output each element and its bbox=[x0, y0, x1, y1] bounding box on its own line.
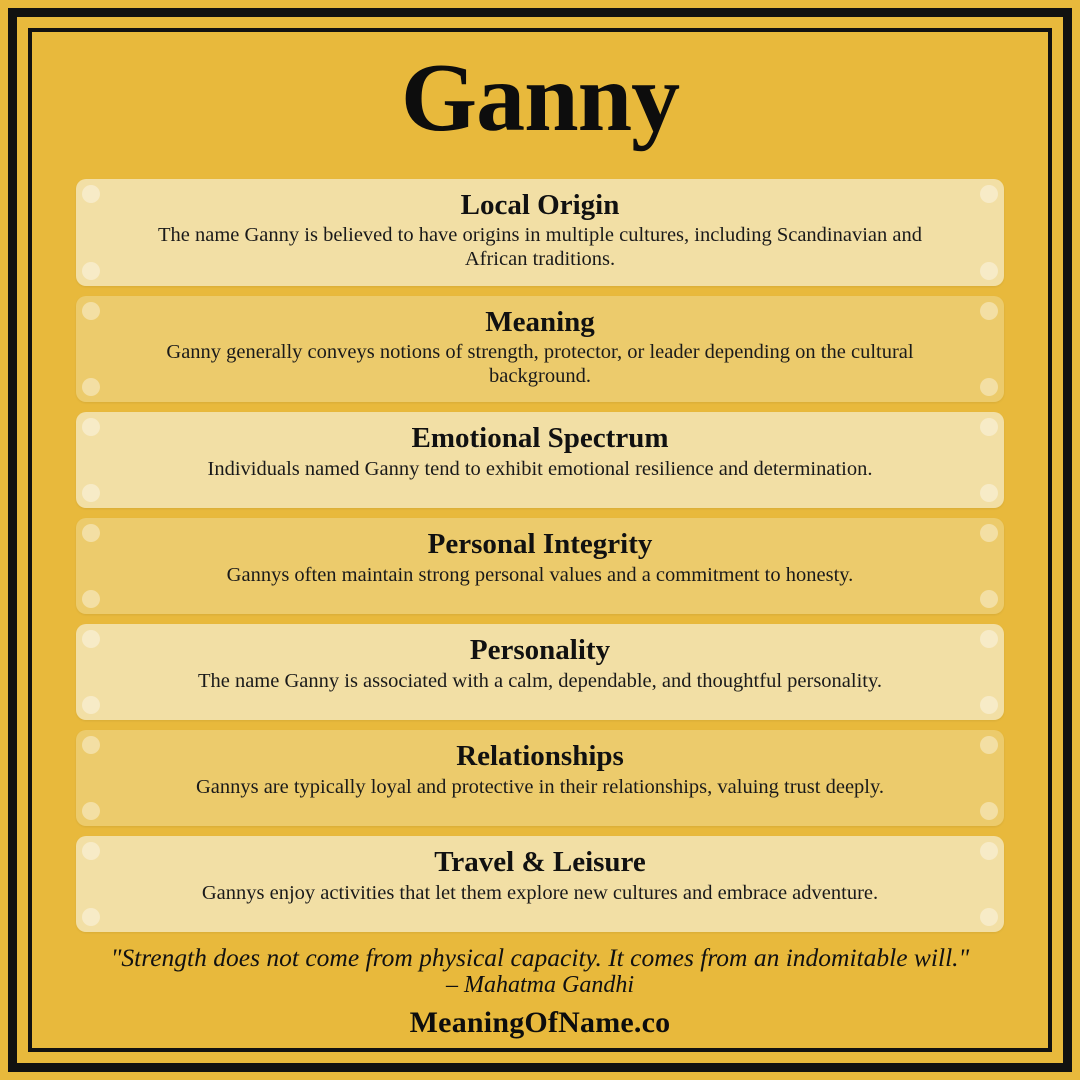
corner-nub-icon bbox=[980, 842, 998, 860]
corner-nub-icon bbox=[82, 302, 100, 320]
section-heading: Emotional Spectrum bbox=[411, 422, 669, 455]
corner-nub-icon bbox=[82, 630, 100, 648]
section-body: The name Ganny is associated with a calm, dependable, and thoughtful personality. bbox=[197, 669, 883, 692]
section-body: The name Ganny is believed to have origins in multiple cultures, including Scandinavian and African traditions. bbox=[157, 224, 922, 271]
quote-attribution: – Mahatma Gandhi bbox=[446, 972, 634, 999]
corner-nub-icon bbox=[980, 302, 998, 320]
footer bbox=[34, 943, 1046, 1046]
section-card-relationships bbox=[76, 730, 1004, 826]
section-body: Gannys often maintain strong personal values and a commitment to honesty. bbox=[226, 563, 854, 586]
site-name: MeaningOfName.co bbox=[409, 1006, 671, 1039]
corner-nub-icon bbox=[82, 484, 100, 502]
poster-content bbox=[34, 34, 1046, 1046]
section-body: Individuals named Ganny tend to exhibit emotional resilience and determination. bbox=[207, 457, 873, 480]
corner-nub-icon bbox=[82, 418, 100, 436]
corner-nub-icon bbox=[980, 736, 998, 754]
corner-nub-icon bbox=[980, 802, 998, 820]
corner-nub-icon bbox=[980, 185, 998, 203]
section-heading: Meaning bbox=[485, 305, 595, 338]
corner-nub-icon bbox=[980, 418, 998, 436]
corner-nub-icon bbox=[82, 842, 100, 860]
corner-nub-icon bbox=[82, 908, 100, 926]
corner-nub-icon bbox=[82, 590, 100, 608]
section-card-local-origin bbox=[76, 179, 1004, 286]
corner-nub-icon bbox=[82, 802, 100, 820]
quote-text: "Strength does not come from physical capacity. It comes from an indomitable will." bbox=[110, 943, 970, 973]
section-heading: Travel & Leisure bbox=[434, 846, 646, 879]
corner-nub-icon bbox=[980, 630, 998, 648]
section-heading: Personality bbox=[469, 634, 611, 667]
section-body: Gannys are typically loyal and protective in their relationships, valuing trust deeply. bbox=[195, 775, 885, 798]
corner-nub-icon bbox=[82, 185, 100, 203]
section-card-personality bbox=[76, 624, 1004, 720]
corner-nub-icon bbox=[980, 524, 998, 542]
section-heading: Local Origin bbox=[460, 188, 620, 221]
corner-nub-icon bbox=[82, 524, 100, 542]
corner-nub-icon bbox=[980, 696, 998, 714]
corner-nub-icon bbox=[980, 590, 998, 608]
corner-nub-icon bbox=[980, 262, 998, 280]
section-card-personal-integrity bbox=[76, 518, 1004, 614]
page-title: Ganny bbox=[400, 44, 680, 152]
corner-nub-icon bbox=[82, 736, 100, 754]
corner-nub-icon bbox=[82, 696, 100, 714]
corner-nub-icon bbox=[980, 484, 998, 502]
corner-nub-icon bbox=[82, 262, 100, 280]
section-card-emotional-spectrum bbox=[76, 412, 1004, 508]
corner-nub-icon bbox=[980, 378, 998, 396]
section-card-travel-and-leisure bbox=[76, 836, 1004, 932]
section-list bbox=[34, 179, 1046, 933]
section-heading: Relationships bbox=[456, 740, 624, 773]
section-card-meaning bbox=[76, 296, 1004, 403]
section-heading: Personal Integrity bbox=[427, 528, 653, 561]
section-body: Ganny generally conveys notions of strength, protector, or leader depending on the cultural background. bbox=[166, 341, 914, 388]
corner-nub-icon bbox=[980, 908, 998, 926]
section-body: Gannys enjoy activities that let them explore new cultures and embrace adventure. bbox=[201, 881, 879, 904]
corner-nub-icon bbox=[82, 378, 100, 396]
